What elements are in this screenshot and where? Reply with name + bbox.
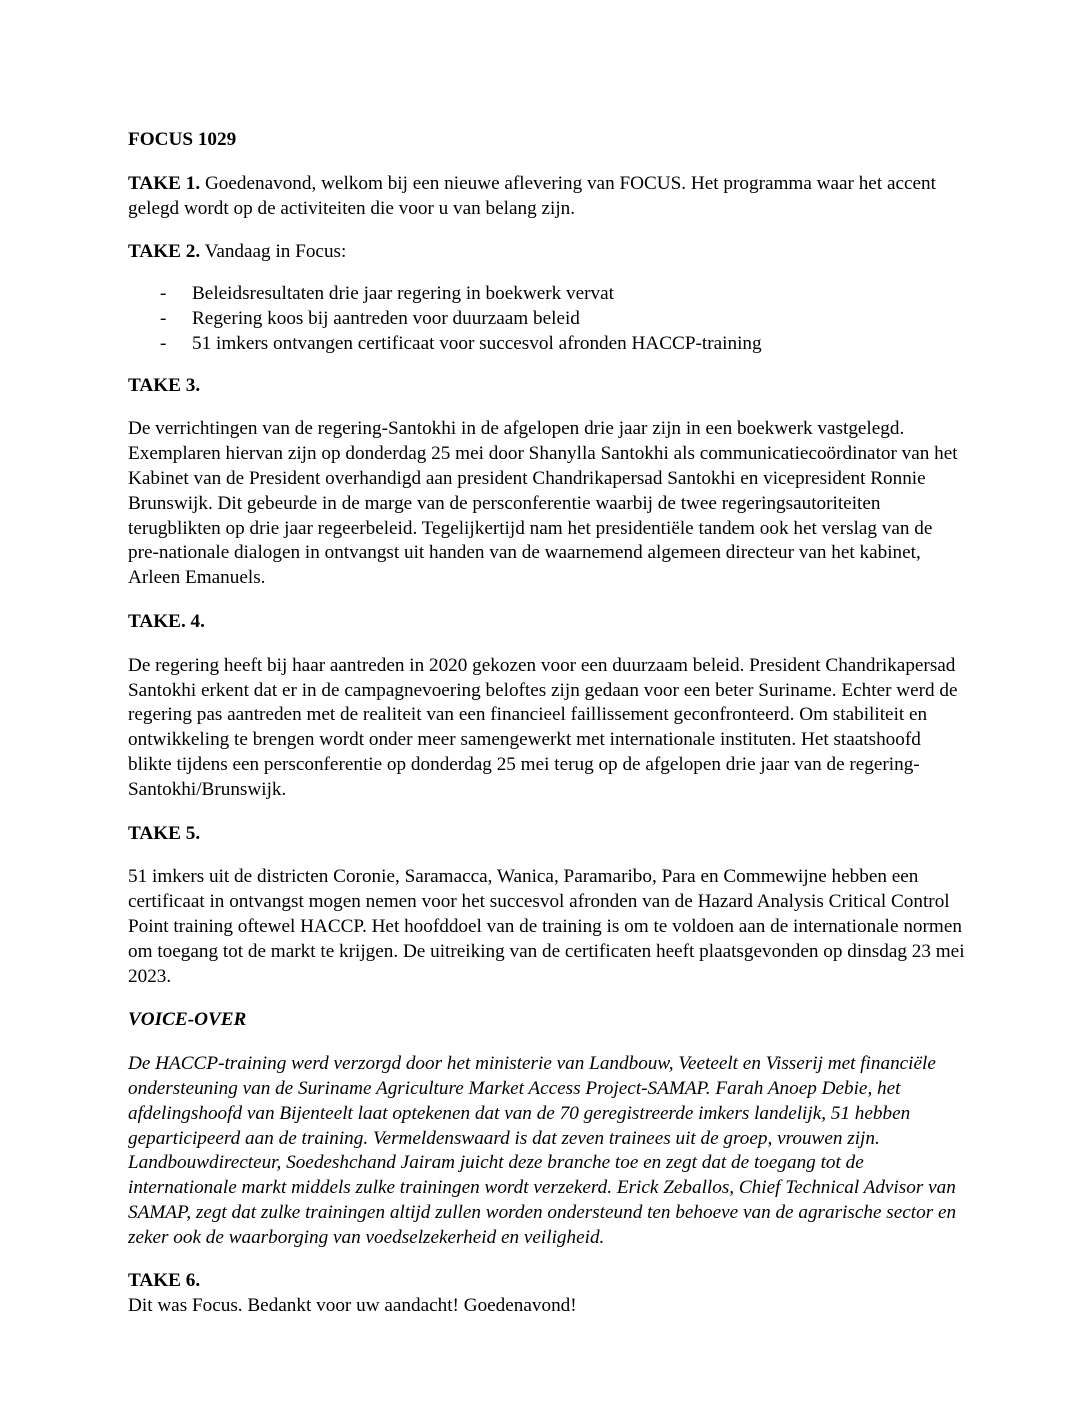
voice-over-heading: VOICE-OVER	[128, 1009, 247, 1031]
take-2-text: Vandaag in Focus:	[200, 241, 347, 263]
take-3-heading: TAKE 3.	[128, 374, 201, 396]
bullet-dash: -	[160, 283, 167, 305]
bullet-dash: -	[160, 307, 167, 329]
document-page	[128, 128, 968, 1338]
take-1-text: Goedenavond, welkom bij een nieuwe aflevering van FOCUS. Het programma waar het accent gelegd wordt op de activiteiten die voor u van belang zijn.	[128, 172, 936, 219]
bullet-text: Regering koos bij aantreden voor duurzaam beleid	[192, 307, 580, 329]
take-4-heading: TAKE. 4.	[128, 610, 205, 632]
take-5-heading: TAKE 5.	[128, 822, 201, 844]
take-3-text: De verrichtingen van de regering-Santokhi in de afgelopen drie jaar zijn in een boekwerk vastgelegd. Exemplaren hiervan zijn op donderdag 25 mei door Shanylla Santokhi als communicatiecoördinator van het Kabinet van de President overhandigd aan president Chandrikapersad Santokhi en vicepresident Ronnie Brunswijk. Dit gebeurde in de marge van de persconferentie waarbij de twee regeringsautoriteiten terugblikten op drie jaar regeerbeleid. Tegelijkertijd nam het presidentiële tandem ook het verslag van de pre-nationale dialogen in ontvangst uit handen van de waarnemend algemeen directeur van het kabinet, Arleen Emanuels.	[128, 418, 958, 589]
bullet-item	[128, 332, 968, 357]
document-title: FOCUS 1029	[128, 129, 237, 150]
take-2-paragraph	[128, 240, 968, 265]
bullet-text: 51 imkers ontvangen certificaat voor succesvol afronden HACCP-training	[192, 332, 762, 354]
take-1-paragraph	[128, 172, 968, 222]
take-4-text: De regering heeft bij haar aantreden in 2020 gekozen voor een duurzaam beleid. President Chandrikapersad Santokhi erkent dat er in de campagnevoering beloftes zijn gedaan voor een beter Suriname. Echter werd de regering pas aantreden met de realiteit van een financieel faillissement geconfronteerd. Om stabiliteit en ontwikkeling te brengen wordt onder meer samengewerkt met internationale instituten. Het staatshoofd blikte tijdens een persconferentie op donderdag 25 mei terug op de afgelopen drie jaar van de regering-Santokhi/Brunswijk.	[128, 654, 958, 800]
bullet-item	[128, 282, 968, 307]
take-6-heading: TAKE 6.	[128, 1270, 201, 1292]
take-1-label: TAKE 1.	[128, 172, 201, 194]
take-2-bullet-list	[128, 282, 968, 356]
take-5-text: 51 imkers uit de districten Coronie, Saramacca, Wanica, Paramaribo, Para en Commewijne hebben een certificaat in ontvangst mogen nemen voor het succesvol afronden van de Hazard Analysis Critical Control Point training oftewel HACCP. Het hoofddoel van de training is om te voldoen aan de internationale normen om toegang tot de markt te krijgen. De uitreiking van de certificaten heeft plaatsgevonden op dinsdag 23 mei 2023.	[128, 866, 965, 987]
voice-over-text: De HACCP-training werd verzorgd door het ministerie van Landbouw, Veeteelt en Visserij met financiële ondersteuning van de Suriname Agriculture Market Access Project-SAMAP. Farah Anoep Debie, het afdelingshoofd van Bijenteelt laat optekenen dat van de 70 geregistreerde imkers landelijk, 51 hebben geparticipeerd aan de training. Vermeldenswaard is dat zeven trainees uit de groep, vrouwen zijn. Landbouwdirecteur, Soedeshchand Jairam juicht deze branche toe en zegt dat de toegang tot de internationale markt middels zulke trainingen wordt verzekerd. Erick Zeballos, Chief Technical Advisor van SAMAP, zegt dat zulke trainingen altijd zullen worden ondersteund ten behoeve van de agrarische sector en zeker ook de waarborging van voedselzekerheid en veiligheid.	[128, 1053, 957, 1248]
bullet-item	[128, 307, 968, 332]
bullet-dash: -	[160, 332, 167, 354]
take-2-label: TAKE 2.	[128, 241, 201, 263]
take-6-text: Dit was Focus. Bedankt voor uw aandacht! Goedenavond!	[128, 1295, 577, 1317]
bullet-text: Beleidsresultaten drie jaar regering in boekwerk vervat	[192, 283, 614, 305]
